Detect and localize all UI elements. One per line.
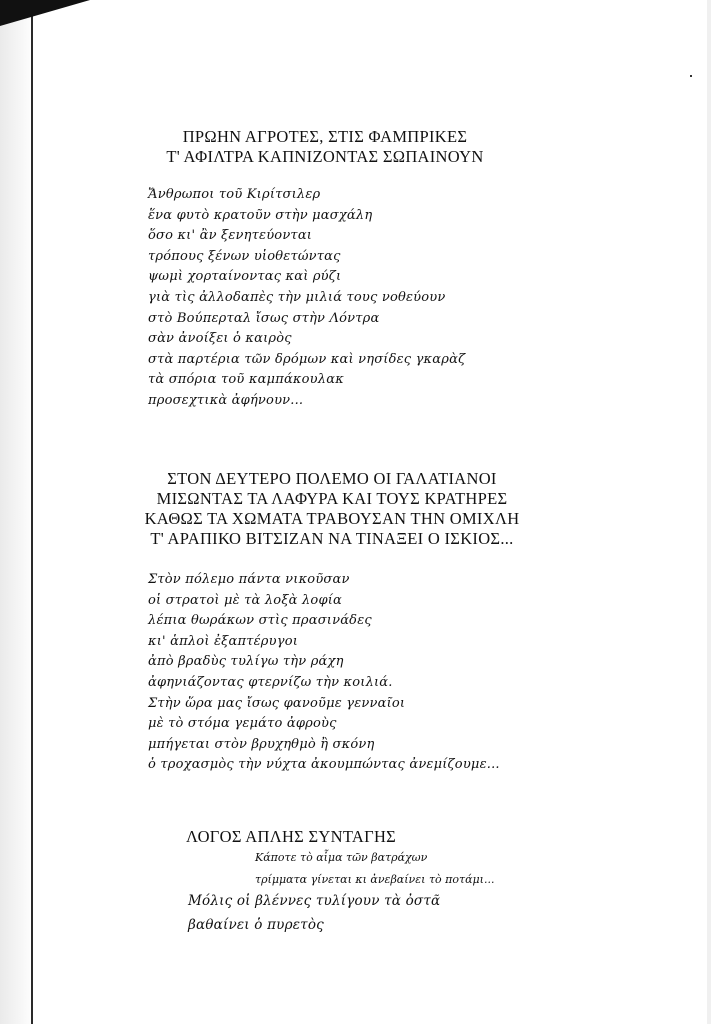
verse-line: προσεχτικὰ ἀφήνουν... <box>148 392 304 408</box>
page-right-edge <box>707 0 711 1024</box>
verse-line: κι' ἁπλοὶ ἐξαπτέρυγοι <box>148 633 299 649</box>
epigraph-line: τρίμματα γίνεται κι ἀνεβαίνει τὸ ποτάμι... <box>255 873 495 886</box>
title-line: ΣΤΟΝ ΔΕΥΤΕΡΟ ΠΟΛΕΜΟ ΟΙ ΓΑΛΑΤΙΑΝΟΙ <box>167 469 497 488</box>
verse-line: ψωμὶ χορταίνοντας καὶ ρύζι <box>148 269 342 285</box>
verse-line: τρόπους ξένων υἱοθετώντας <box>148 248 341 264</box>
verse-line: γιὰ τὶς ἀλλοδαπὲς τὴν μιλιά τους νοθεύουν <box>148 289 446 305</box>
poem-title-3 <box>186 827 426 847</box>
title-line: ΛΟΓΟΣ ΑΠΛΗΣ ΣΥΝΤΑΓΗΣ <box>186 827 397 846</box>
verse-line: ὁ τροχασμὸς τὴν νύχτα ἀκουμπώντας ἀνεμίζουμε... <box>148 757 500 773</box>
poem-body-3 <box>188 889 440 937</box>
title-line: Τ' ΑΡΑΠΙΚΟ ΒΙΤΣΙΖΑΝ ΝΑ ΤΙΝΑΞΕΙ Ο ΙΣΚΙΟΣ... <box>150 529 514 548</box>
verse-line: στὰ παρτέρια τῶν δρόμων καὶ νησίδες γκαρὰζ <box>148 351 466 367</box>
verse-line: λέπια θωράκων στὶς πρασινάδες <box>148 613 372 629</box>
title-line: ΜΙΣΩΝΤΑΣ ΤΑ ΛΑΦΥΡΑ ΚΑΙ ΤΟΥΣ ΚΡΑΤΗΡΕΣ <box>156 489 508 508</box>
verse-line: σὰν ἀνοίξει ὁ καιρὸς <box>148 331 292 347</box>
poem-epigraph <box>255 847 494 891</box>
verse-line: ἀπὸ βραδὺς τυλίγω τὴν ράχη <box>148 654 344 670</box>
poem-title-2 <box>122 469 542 549</box>
title-line: ΠΡΩΗΝ ΑΓΡΟΤΕΣ, ΣΤΙΣ ΦΑΜΠΡΙΚΕΣ <box>182 127 468 146</box>
poem-title-1 <box>145 127 505 167</box>
verse-line: ὅσο κι' ἂν ξενητεύονται <box>148 228 313 244</box>
scan-speck <box>690 75 692 77</box>
title-line: ΚΑΘΩΣ ΤΑ ΧΩΜΑΤΑ ΤΡΑΒΟΥΣΑΝ ΤΗΝ ΟΜΙΧΛΗ <box>144 509 520 528</box>
verse-line: τὰ σπόρια τοῦ καμπάκουλακ <box>148 372 344 388</box>
verse-line: Στὴν ὥρα μας ἴσως φανοῦμε γενναῖοι <box>148 695 406 711</box>
verse-line: Μόλις οἱ βλέννες τυλίγουν τὰ ὀστᾶ <box>188 893 441 909</box>
verse-line: Στὸν πόλεμο πάντα νικοῦσαν <box>148 572 350 587</box>
verse-line: μὲ τὸ στόμα γεμάτο ἀφροὺς <box>148 716 337 732</box>
verse-line: ἕνα φυτὸ κρατοῦν στὴν μασχάλη <box>148 207 373 223</box>
book-spine-line <box>31 0 33 1024</box>
poem-body-1 <box>148 185 465 412</box>
book-gutter-shadow <box>0 0 34 1024</box>
verse-line: οἱ στρατοὶ μὲ τὰ λοξὰ λοφία <box>148 592 343 608</box>
epigraph-line: Κάποτε τὸ αἷμα τῶν βατράχων <box>255 851 428 864</box>
verse-line: ἀφηνιάζοντας φτερνίζω τὴν κοιλιά. <box>148 674 393 690</box>
corner-shadow <box>0 0 90 26</box>
verse-line: Ἄνθρωποι τοῦ Κιρίτσιλερ <box>148 187 321 202</box>
verse-line: μπήγεται στὸν βρυχηθμὸ ἢ σκόνη <box>148 736 375 752</box>
verse-line: στὸ Βούπερταλ ἴσως στὴν Λόντρα <box>148 310 380 326</box>
poem-body-2 <box>148 570 500 776</box>
verse-line: βαθαίνει ὁ πυρετὸς <box>188 917 324 933</box>
title-line: Τ' ΑΦΙΛΤΡΑ ΚΑΠΝΙΖΟΝΤΑΣ ΣΩΠΑΙΝΟΥΝ <box>166 147 484 166</box>
